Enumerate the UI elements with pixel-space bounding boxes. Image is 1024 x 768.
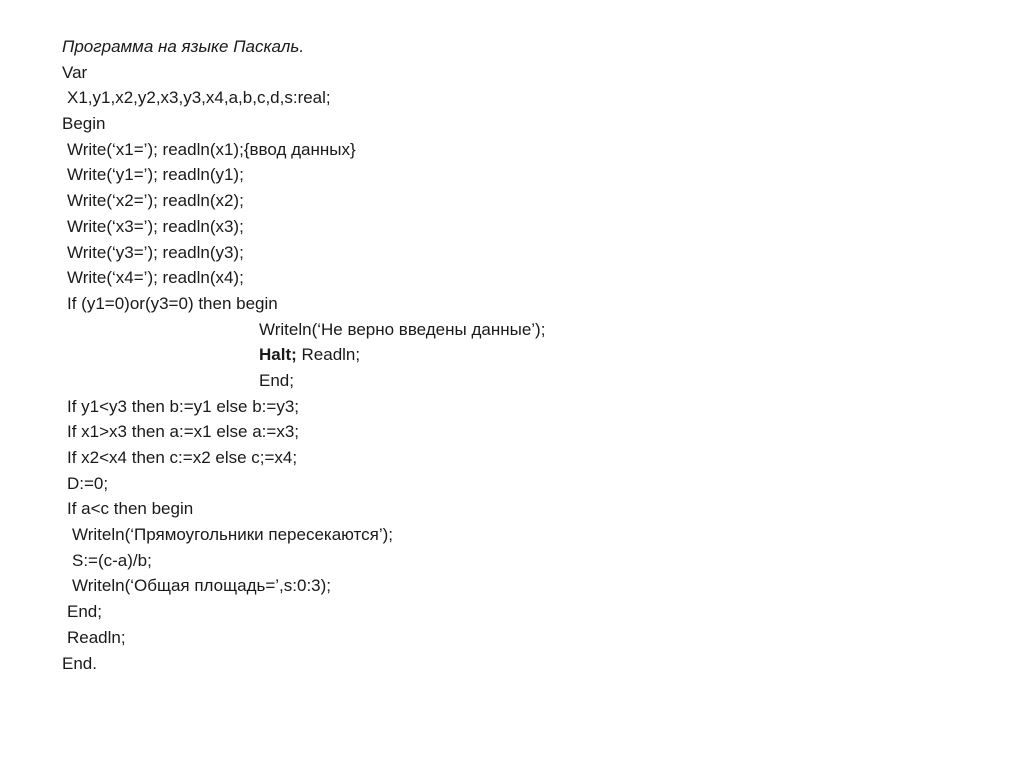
code-line-error-message: Writeln(‘Не верно введены данные’); <box>259 319 546 339</box>
code-line-declarations: X1,y1,x2,y2,x3,y3,x4,a,b,c,d,s:real; <box>67 88 331 108</box>
program-title: Программа на языке Паскаль. <box>62 37 305 56</box>
code-line-d-assign: D:=0; <box>67 473 109 493</box>
code-line-input-x1: Write(‘x1=’); readln(x1);{ввод данных} <box>67 139 356 159</box>
code-line-if-check: If (y1=0)or(y3=0) then begin <box>67 293 278 313</box>
halt-keyword: Halt; <box>259 345 297 365</box>
readln-after-halt: Readln; <box>296 345 361 365</box>
code-line-if-a: If x1>x3 then a:=x1 else a:=x3; <box>67 422 300 442</box>
code-line-end-if: End; <box>67 602 102 622</box>
code-line-area-calc: S:=(c-a)/b; <box>72 550 152 570</box>
code-line-input-x4: Write(‘x4=’); readln(x4); <box>67 268 244 288</box>
code-line-end-inner: End; <box>259 370 294 390</box>
code-line-if-intersect: If a<c then begin <box>67 499 194 519</box>
code-line-if-b: If y1<y3 then b:=y1 else b:=y3; <box>67 396 300 416</box>
code-line-end-program: End. <box>62 653 97 673</box>
code-line-input-x2: Write(‘x2=’); readln(x2); <box>67 191 244 211</box>
code-line-if-c: If x2<x4 then c:=x2 else c;=x4; <box>67 448 298 467</box>
code-line-var: Var <box>62 62 88 82</box>
code-line-input-x3: Write(‘x3=’); readln(x3); <box>67 216 244 236</box>
code-line-input-y3: Write(‘y3=’); readln(y3); <box>67 242 244 262</box>
code-line-area-output: Writeln(‘Общая площадь=’,s:0:3); <box>72 576 332 596</box>
code-line-input-y1: Write(‘y1=’); readln(y1); <box>67 165 244 185</box>
code-line-intersect-message: Writeln(‘Прямоугольники пересекаются’); <box>72 525 394 545</box>
pascal-program <box>62 34 962 676</box>
code-line-begin: Begin <box>62 114 106 134</box>
code-line-readln: Readln; <box>67 627 126 647</box>
code-line-halt <box>62 342 962 368</box>
